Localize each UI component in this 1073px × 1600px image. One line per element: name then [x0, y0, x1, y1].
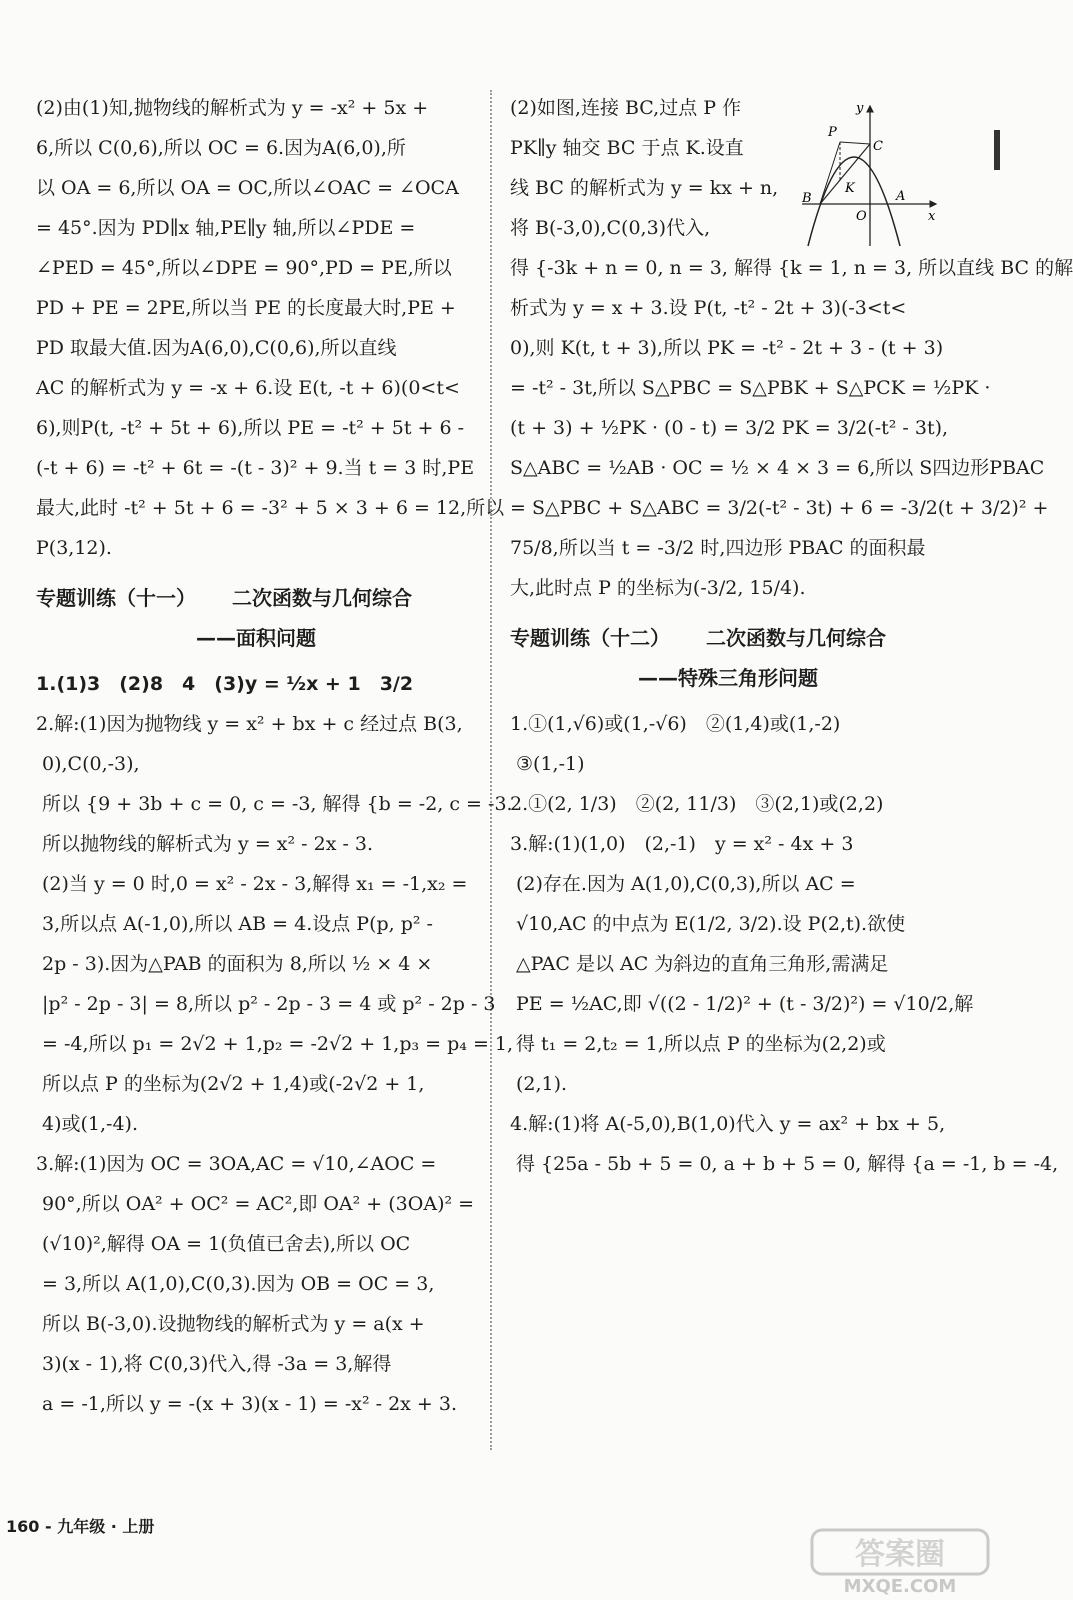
- left-part-a: [36, 88, 505, 568]
- text-line: PK∥y 轴交 BC 于点 K.设直: [510, 137, 744, 159]
- text-line: 3,所以点 A(-1,0),所以 AB = 4.设点 P(p, p² -: [42, 913, 433, 935]
- watermark-text-bottom: MXQE.COM: [843, 1576, 957, 1597]
- text-line: PD 取最大值.因为A(6,0),C(0,6),所以直线: [36, 337, 397, 359]
- answer-line: 1.(1)3 (2)8 4 (3)y = ½x + 1 3/2: [36, 673, 414, 695]
- figure-label-k: K: [845, 181, 855, 196]
- text-line: (t + 3) + ½PK · (0 - t) = 3/2 PK = 3/2(-t² - 3t),: [510, 417, 949, 439]
- equation-system-line: 得 {-3k + n = 0, n = 3, 解得 {k = 1, n = 3, 所以直线 BC 的解: [510, 257, 1073, 279]
- page-number: 160: [6, 1517, 40, 1536]
- page-edge-mark: [994, 130, 1000, 170]
- text-line: 所以点 P 的坐标为(2√2 + 1,4)或(-2√2 + 1,: [42, 1073, 425, 1095]
- text-line: 4)或(1,-4).: [42, 1113, 139, 1135]
- figure-label-b: B: [802, 191, 812, 206]
- text-line: = -t² - 3t,所以 S△PBC = S△PBK + S△PCK = ½PK ·: [510, 377, 991, 399]
- text-line: S△ABC = ½AB · OC = ½ × 4 × 3 = 6,所以 S四边形PBAC: [510, 457, 1045, 479]
- answer-line: 2.解:(1)因为抛物线 y = x² + bx + c 经过点 B(3,: [36, 713, 463, 735]
- section-topic: 二次函数与几何综合: [706, 626, 886, 650]
- grade-label: 九年级 · 上册: [57, 1517, 155, 1536]
- text-line: 所以 B(-3,0).设抛物线的解析式为 y = a(x +: [42, 1313, 425, 1335]
- segment-pb: [820, 142, 840, 204]
- text-line: 以 OA = 6,所以 OA = OC,所以∠OAC = ∠OCA: [36, 177, 459, 199]
- text-line: 所以抛物线的解析式为 y = x² - 2x - 3.: [42, 833, 374, 855]
- text-line: (2,1).: [516, 1073, 568, 1095]
- text-line: (-t + 6) = -t² + 6t = -(t - 3)² + 9.当 t = 3 时,PE: [36, 457, 475, 479]
- answer-line: 3.解:(1)因为 OC = 3OA,AC = √10,∠AOC =: [36, 1153, 437, 1175]
- text-line: PE = ½AC,即 √((2 - 1/2)² + (t - 3/2)²) = √10/2,解: [516, 993, 974, 1015]
- text-line: = S△PBC + S△ABC = 3/2(-t² - 3t) + 6 = -3/2(t + 3/2)² +: [510, 497, 1049, 519]
- text-line: √10,AC 的中点为 E(1/2, 3/2).设 P(2,t).欲使: [516, 913, 906, 935]
- figure-label-c: C: [873, 139, 883, 154]
- text-line: 析式为 y = x + 3.设 P(t, -t² - 2t + 3)(-3<t<: [510, 297, 907, 319]
- text-line: ∠PED = 45°,所以∠DPE = 90°,PD = PE,所以: [36, 257, 452, 279]
- section-title-line: [510, 618, 946, 658]
- watermark-text-top: 答案圈: [855, 1537, 945, 1572]
- text-line: = 3,所以 A(1,0),C(0,3).因为 OB = OC = 3,: [42, 1273, 435, 1295]
- text-line: 大,此时点 P 的坐标为(-3/2, 15/4).: [510, 577, 806, 599]
- section-title: 专题训练（十二）: [510, 626, 670, 650]
- text-line: P(3,12).: [36, 537, 112, 559]
- text-line: (2)由(1)知,抛物线的解析式为 y = -x² + 5x +: [36, 97, 429, 119]
- figure-label-y: y: [856, 101, 864, 116]
- text-line: (2)存在.因为 A(1,0),C(0,3),所以 AC =: [516, 873, 856, 895]
- text-line: 6),则P(t, -t² + 5t + 6),所以 PE = -t² + 5t + 6 -: [36, 417, 465, 439]
- text-line: 75/8,所以当 t = -3/2 时,四边形 PBAC 的面积最: [510, 537, 926, 559]
- equation-system-line: 所以 {9 + 3b + c = 0, c = -3, 解得 {b = -2, c = -3.: [42, 793, 513, 815]
- section-heading-12: [510, 618, 946, 698]
- text-line: 90°,所以 OA² + OC² = AC²,即 OA² + (3OA)² =: [42, 1193, 475, 1215]
- text-line: 最大,此时 -t² + 5t + 6 = -3² + 5 × 3 + 6 = 12,所以: [36, 497, 505, 519]
- section-topic: 二次函数与几何综合: [232, 586, 412, 610]
- section-title: 专题训练（十一）: [36, 586, 196, 610]
- text-line: AC 的解析式为 y = -x + 6.设 E(t, -t + 6)(0<t<: [36, 377, 460, 399]
- segment-pc: [840, 142, 870, 144]
- text-line: △PAC 是以 AC 为斜边的直角三角形,需满足: [516, 953, 889, 975]
- text-line: PD + PE = 2PE,所以当 PE 的长度最大时,PE +: [36, 297, 456, 319]
- text-line: (2)当 y = 0 时,0 = x² - 2x - 3,解得 x₁ = -1,x₂ =: [42, 873, 468, 895]
- figure-label-p: P: [828, 125, 837, 140]
- section-subtitle: ——面积问题: [196, 626, 316, 650]
- right-part-b: [510, 704, 1059, 1184]
- left-column: [36, 88, 514, 1424]
- text-line: ③(1,-1): [516, 753, 585, 775]
- answer-line: 2.①(2, 1/3) ②(2, 11/3) ③(2,1)或(2,2): [510, 793, 884, 815]
- parabola-figure: [800, 100, 940, 250]
- answer-line: 4.解:(1)将 A(-5,0),B(1,0)代入 y = ax² + bx + 5,: [510, 1113, 946, 1135]
- text-line: = -4,所以 p₁ = 2√2 + 1,p₂ = -2√2 + 1,p₃ = p₄ = 1,: [42, 1033, 514, 1055]
- equation-system-line: 得 {25a - 5b + 5 = 0, a + b + 5 = 0, 解得 {a = -1, b = -4,: [516, 1153, 1059, 1175]
- text-line: a = -1,所以 y = -(x + 3)(x - 1) = -x² - 2x + 3.: [42, 1393, 458, 1415]
- right-column: [510, 88, 1073, 1184]
- column-divider: [490, 90, 492, 1450]
- figure-label-o: O: [856, 209, 867, 224]
- text-line: = 45°.因为 PD∥x 轴,PE∥y 轴,所以∠PDE =: [36, 217, 416, 239]
- left-part-b: [36, 664, 514, 1424]
- text-line: 线 BC 的解析式为 y = kx + n,: [510, 177, 779, 199]
- text-line: |p² - 2p - 3| = 8,所以 p² - 2p - 3 = 4 或 p² - 2p - 3: [42, 993, 496, 1015]
- text-line: 0),则 K(t, t + 3),所以 PK = -t² - 2t + 3 - (t + 3): [510, 337, 944, 359]
- text-line: (√10)²,解得 OA = 1(负值已舍去),所以 OC: [42, 1233, 411, 1255]
- text-line: 3)(x - 1),将 C(0,3)代入,得 -3a = 3,解得: [42, 1353, 392, 1375]
- text-line: 得 t₁ = 2,t₂ = 1,所以点 P 的坐标为(2,2)或: [516, 1033, 886, 1055]
- figure-label-x: x: [928, 209, 936, 224]
- text-line: 2p - 3).因为△PAB 的面积为 8,所以 ½ × 4 ×: [42, 953, 433, 975]
- answer-line: 3.解:(1)(1,0) (2,-1) y = x² - 4x + 3: [510, 833, 854, 855]
- section-heading-11: [36, 578, 476, 658]
- answer-line: 1.①(1,√6)或(1,-√6) ②(1,4)或(1,-2): [510, 713, 841, 735]
- section-title-line: [36, 578, 476, 618]
- text-line: 0),C(0,-3),: [42, 753, 140, 775]
- text-line: (2)如图,连接 BC,过点 P 作: [510, 97, 742, 119]
- text-line: 将 B(-3,0),C(0,3)代入,: [510, 217, 711, 239]
- figure-label-a: A: [896, 189, 906, 204]
- text-line: 6,所以 C(0,6),所以 OC = 6.因为A(6,0),所: [36, 137, 406, 159]
- footer-separator: -: [44, 1517, 52, 1536]
- page-footer: [6, 1514, 154, 1537]
- site-watermark-logo: [810, 1528, 990, 1598]
- section-subtitle: ——特殊三角形问题: [638, 666, 818, 690]
